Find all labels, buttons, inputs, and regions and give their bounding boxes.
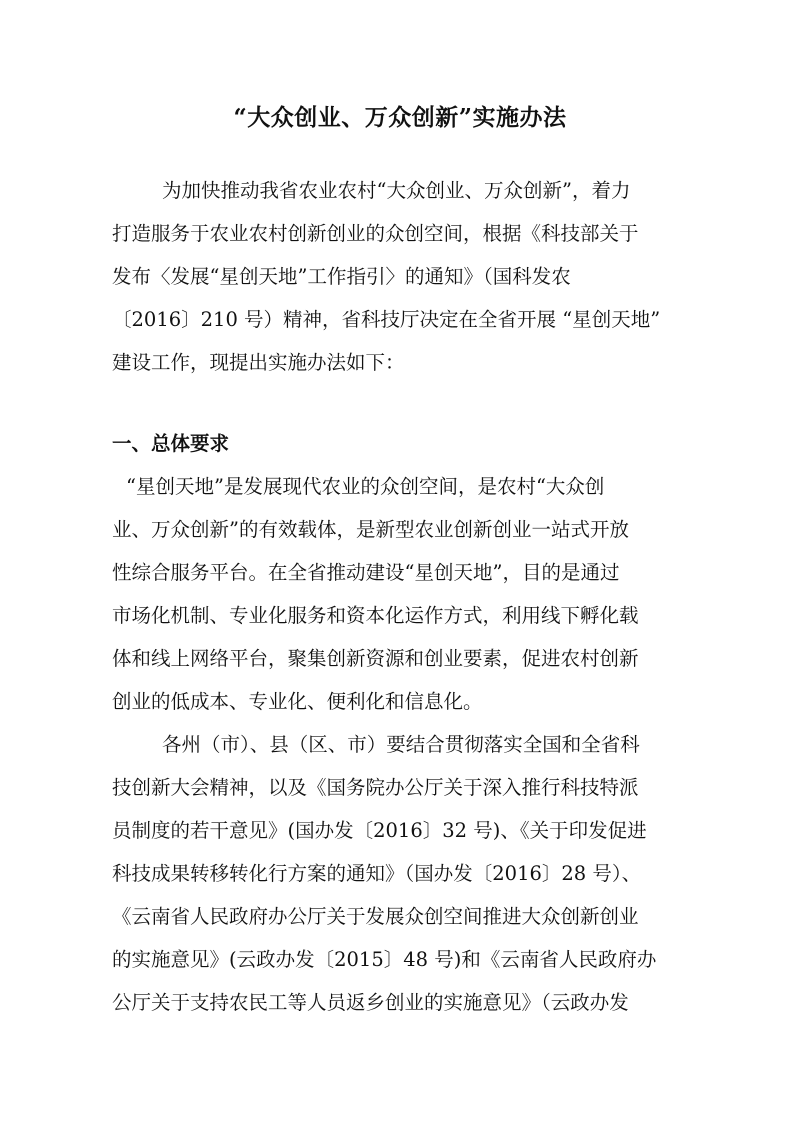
paragraph-line: “星创天地”是发展现代农业的众创空间，是农村“大众创: [126, 475, 605, 498]
paragraph-line: 体和线上网络平台，聚集创新资源和创业要素，促进农村创新: [112, 647, 639, 670]
paragraph-line: 科技成果转移转化行方案的通知》（国办发〔2016〕28 号）、: [112, 862, 642, 885]
paragraph-line: 公厅关于支持农民工等人员返乡创业的实施意见》（云政办发: [112, 991, 629, 1014]
paragraph-line: 《云南省人民政府办公厅关于发展众创空间推进大众创新创业: [112, 905, 639, 928]
paragraph-line: 业、万众创新”的有效载体，是新型农业创新创业一站式开放: [112, 518, 629, 541]
intro-line: 为加快推动我省农业农村“大众创业、万众创新”，着力: [162, 179, 631, 202]
intro-line: 〔2016〕210 号）精神，省科技厅决定在全省开展 “星创天地”: [112, 308, 661, 331]
paragraph-line: 性综合服务平台。在全省推动建设“星创天地”，目的是通过: [112, 561, 620, 584]
intro-line: 发布〈发展“星创天地”工作指引〉的通知》（国科发农: [112, 265, 571, 288]
paragraph-line: 员制度的若干意见》(国办发〔2016〕32 号)、《关于印发促进: [112, 819, 647, 842]
paragraph-line: 市场化机制、专业化服务和资本化运作方式，利用线下孵化载: [112, 604, 639, 627]
intro-line: 打造服务于农业农村创新创业的众创空间，根据《科技部关于: [112, 222, 639, 245]
section-heading: 一、总体要求: [112, 432, 230, 455]
intro-line: 建设工作，现提出实施办法如下：: [112, 351, 405, 374]
paragraph-line: 各州（市）、县（区、市）要结合贯彻落实全国和全省科: [162, 733, 640, 756]
paragraph-line: 的实施意见》(云政办发〔2015〕48 号)和《云南省人民政府办: [112, 948, 657, 971]
paragraph-line: 技创新大会精神，以及《国务院办公厅关于深入推行科技特派: [112, 776, 639, 799]
paragraph-line: 创业的低成本、专业化、便利化和信息化。: [112, 690, 483, 713]
document-title: “大众创业、万众创新”实施办法: [233, 104, 567, 131]
